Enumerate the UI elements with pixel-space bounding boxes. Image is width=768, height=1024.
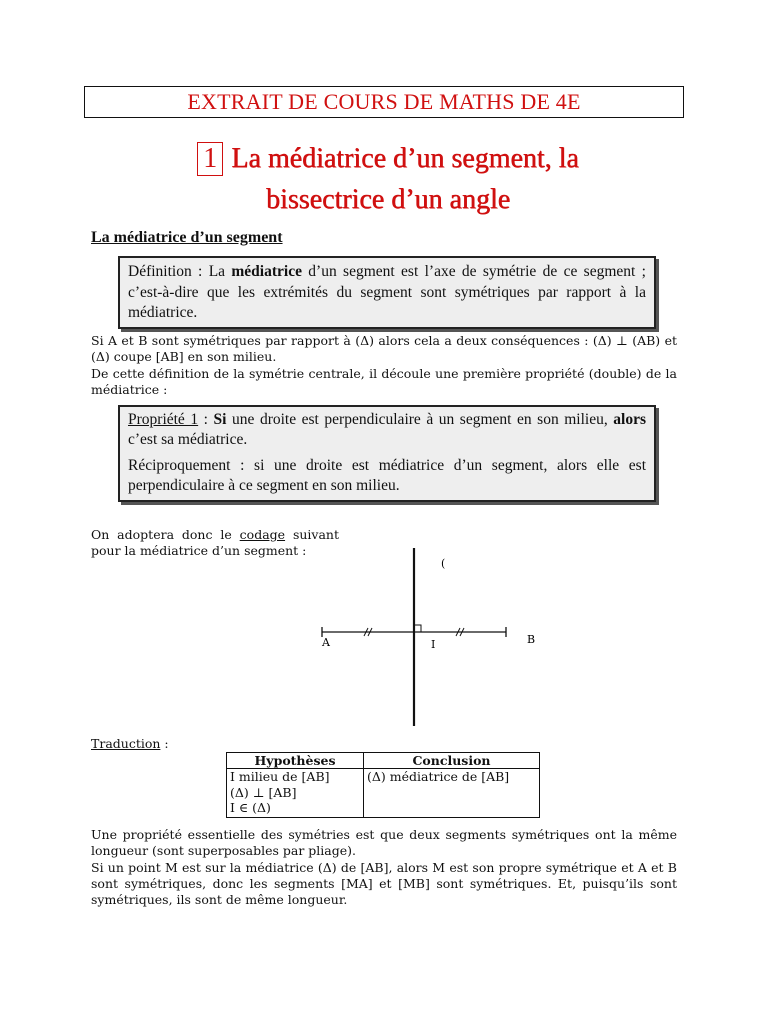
codage-text [91, 527, 339, 559]
conclusion-cell: (Δ) médiatrice de [AB] [364, 769, 540, 818]
table-row [227, 769, 540, 818]
property-text1: une droite est perpendiculaire à un segment en son milieu, [226, 411, 614, 428]
definition-box [118, 256, 656, 329]
definition-label: Définition : [128, 263, 203, 280]
codage-before: On adoptera donc le [91, 527, 240, 542]
label-delta: ( [441, 557, 446, 570]
label-i: I [431, 638, 436, 651]
equal-length-mark-right [456, 628, 464, 636]
traduction-word: Traduction [91, 736, 161, 751]
definition-before: La [202, 263, 232, 280]
property-reciprocal: Réciproquement : si une droite est médiatrice d’un segment, alors elle est perpendiculaire à ce segment en son milieu. [128, 457, 646, 494]
hypothesis-item: I ∈ (Δ) [230, 800, 271, 815]
section-heading: La médiatrice d’un segment [91, 229, 283, 246]
table-header-row [227, 753, 540, 769]
paragraph-point-m: Si un point M est sur la médiatrice (Δ) de [AB], alors M est son propre symétrique et A et B sont symétriques, donc les segments [MA] et [MB] sont symétriques. Et, puisqu’ils sont symétriques, ils sont de même longueur. [91, 860, 677, 908]
hypothesis-conclusion-table [226, 752, 540, 818]
definition-text: d’un segment est l’axe de symétrie de ce segment ; c’est-à-dire que les extrémités du segment sont symétriques par rapport à la médiatrice. [128, 263, 646, 321]
equal-length-mark-left [364, 628, 372, 636]
codage-word: codage [239, 527, 286, 542]
property-si: Si [213, 411, 227, 428]
traduction-label [91, 736, 169, 751]
chapter-title [120, 138, 656, 220]
property-label: Propriété 1 [128, 411, 199, 428]
definition-term: médiatrice [231, 263, 302, 280]
label-b: B [527, 633, 536, 646]
hypothesis-item: (Δ) ⊥ [AB] [230, 784, 297, 800]
chapter-title-line2: bissectrice d’un angle [265, 184, 511, 215]
header-conclusion: Conclusion [364, 753, 540, 769]
property-box [118, 405, 656, 502]
property-statement [128, 410, 646, 450]
codage-after: suivant pour la médiatrice d’un segment : [91, 527, 340, 558]
label-a: A [322, 636, 330, 649]
property-alors: alors [613, 411, 646, 428]
property-colon: : [198, 411, 214, 428]
paragraph-consequences: Si A et B sont symétriques par rapport à (Δ) alors cela a deux conséquences : (Δ) ⊥ (AB) et (Δ) coupe [AB] en son milieu. [91, 333, 677, 365]
right-angle-mark [414, 625, 421, 632]
hypotheses-cell [227, 769, 364, 818]
header-hypotheses: Hypothèses [227, 753, 364, 769]
traduction-colon: : [160, 736, 169, 751]
chapter-title-line1: La médiatrice d’un segment, la [231, 143, 579, 174]
property-text2: c’est sa médiatrice. [128, 431, 248, 448]
course-banner: EXTRAIT DE COURS DE MATHS DE 4E [84, 86, 684, 118]
paragraph-symmetry-length: Une propriété essentielle des symétries est que deux segments symétriques ont la même longueur (sont superposables par pliage). [91, 827, 677, 859]
paragraph-property-intro: De cette définition de la symétrie centrale, il découle une première propriété (double) de la médiatrice : [91, 366, 677, 398]
chapter-number: 1 [197, 142, 223, 176]
hypothesis-item: I milieu de [AB] [230, 769, 330, 784]
